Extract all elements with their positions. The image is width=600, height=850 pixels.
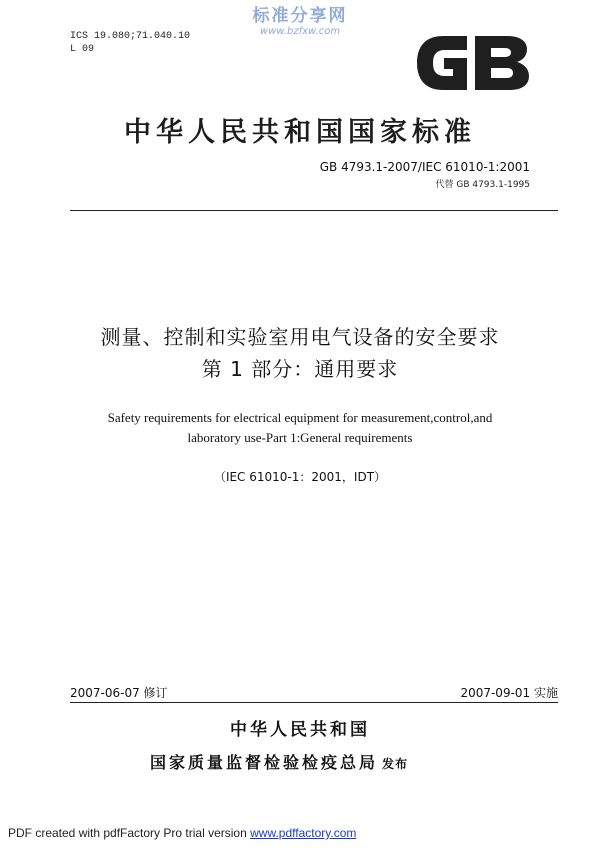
watermark-url: www.bzfxw.com [259, 26, 341, 37]
issuer-agency [150, 750, 408, 773]
publish-label: 发布 [382, 757, 409, 771]
document-title-en-line1: Safety requirements for electrical equipment for measurement,control,and [107, 410, 493, 425]
equivalence-note: （IEC 61010-1：2001，IDT） [213, 470, 387, 484]
page-title: 中华人民共和国国家标准 [124, 117, 476, 148]
gb-logo-icon [413, 34, 531, 92]
pdf-footer [8, 826, 356, 840]
replaced-standard: 代替 GB 4793.1-1995 [435, 180, 530, 190]
watermark [215, 6, 385, 37]
issuer-country: 中华人民共和国 [230, 720, 370, 740]
pdffactory-link[interactable]: www.pdffactory.com [250, 826, 357, 840]
document-title-cn-line2: 第 1 部分：通用要求 [201, 357, 399, 381]
issuer-agency-name: 国家质量监督检验检疫总局 [150, 753, 379, 772]
ccs-code: L 09 [70, 44, 95, 55]
standard-number: GB 4793.1-2007/IEC 61010-1:2001 [319, 160, 530, 174]
watermark-title: 标准分享网 [252, 6, 348, 26]
classification-codes [70, 30, 190, 56]
document-title-en-line2: laboratory use-Part 1:General requirements [187, 430, 413, 445]
footer-text: PDF created with pdfFactory Pro trial version [8, 826, 247, 840]
revision-date: 2007-06-07 修订 [70, 686, 168, 700]
effective-date: 2007-09-01 实施 [460, 686, 558, 700]
document-title-cn-line1: 测量、控制和实验室用电气设备的安全要求 [100, 325, 500, 349]
document-title-en [0, 408, 600, 448]
ics-code: ICS 19.080;71.040.10 [70, 31, 191, 42]
footer-divider [70, 702, 558, 703]
header-divider [70, 210, 558, 211]
